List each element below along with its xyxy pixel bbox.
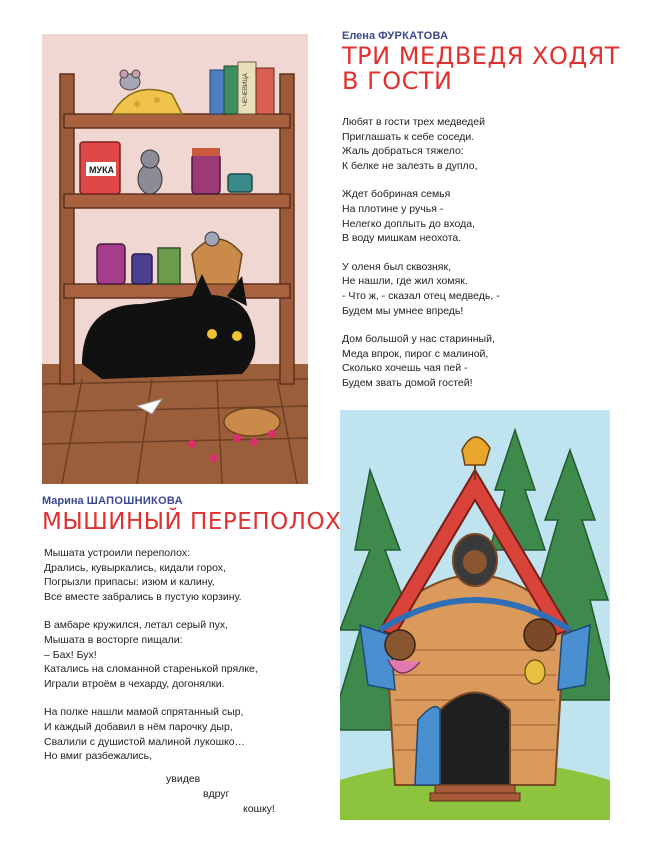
- poem-line: Свалили с душистой малиной лукошко…: [44, 735, 246, 748]
- title-right-line1: ТРИ МЕДВЕДЯ ХОДЯТ: [342, 42, 620, 70]
- stanza: [44, 546, 324, 604]
- author-left: [42, 495, 183, 507]
- title-right: [342, 44, 620, 94]
- stanza: [342, 332, 632, 390]
- poem-left-body: [44, 546, 324, 764]
- poem-line: И каждый добавил в нём парочку дыр,: [44, 720, 233, 733]
- stanza: [44, 705, 324, 763]
- poem-line: – Бах! Бух!: [44, 648, 97, 661]
- poem-line: В амбаре кружился, летал серый пух,: [44, 619, 229, 632]
- flour-bag-label: МУКА: [89, 165, 115, 175]
- poem-line: Жаль добраться тяжело:: [342, 145, 464, 158]
- poem-line: К белке не залезть в дупло,: [342, 159, 478, 172]
- poem-line: Мышата устроили переполох:: [44, 547, 191, 559]
- poem-line: Меда впрок, пирог с малиной,: [342, 347, 489, 360]
- poem-line: Нелегко доплыть до входа,: [342, 217, 475, 230]
- poem-right-body: [342, 115, 632, 405]
- poem-line: Все вместе забрались в пустую корзину.: [44, 590, 242, 603]
- poem-line: Катались на сломанной старенькой прялке,: [44, 663, 258, 676]
- poem-line: - Что ж, - сказал отец медведь, -: [342, 289, 500, 302]
- poem-line: Дрались, кувыркались, кидали горох,: [44, 561, 226, 574]
- poem-line: Погрызли припасы: изюм и калину,: [44, 576, 215, 589]
- poem-line: Будем звать домой гостей!: [342, 376, 473, 389]
- poem-line: Любят в гости трех медведей: [342, 116, 486, 128]
- poem-line: Ждет бобриная семья: [342, 188, 451, 201]
- poem-line: Сколько хочешь чая пей -: [342, 362, 468, 375]
- author-left-last: ШАПОШНИКОВА: [86, 495, 183, 507]
- title-right-line2: В ГОСТИ: [342, 67, 453, 96]
- poem-line: На плотине у ручья -: [342, 202, 444, 215]
- poem-line: Дом большой у нас старинный,: [342, 333, 495, 346]
- stanza: [342, 187, 632, 245]
- bear-house-drawing: [340, 410, 610, 820]
- bear-house-illustration: [340, 410, 610, 820]
- stanza: [342, 260, 632, 318]
- poem-line: У оленя был сквозняк,: [342, 260, 452, 273]
- author-right: [342, 30, 448, 42]
- poem-line: Будем мы умнее впредь!: [342, 304, 464, 317]
- title-left: МЫШИНЫЙ ПЕРЕПОЛОХ: [42, 509, 342, 535]
- poem-line: Приглашать к себе соседи.: [342, 130, 475, 143]
- poem-ending-3: кошку!: [243, 803, 275, 815]
- stanza: [342, 115, 632, 173]
- poem-line: Мышата в восторге пищали:: [44, 633, 183, 646]
- pantry-drawing: [42, 34, 308, 484]
- poem-line: На полке нашли мамой спрятанный сыр,: [44, 706, 244, 719]
- poem-line: Не нашли, где жил хомяк.: [342, 275, 468, 288]
- poem-ending-2: вдруг: [203, 788, 230, 800]
- book-label: ЧЕЧЕВИЦА: [243, 73, 249, 106]
- author-right-last: ФУРКАТОВА: [378, 30, 449, 42]
- author-right-first: Елена: [342, 30, 376, 42]
- author-left-first: Марина: [42, 495, 84, 507]
- pantry-illustration: [42, 34, 308, 484]
- stanza: [44, 618, 324, 691]
- poem-line: Но вмиг разбежались,: [44, 750, 152, 763]
- poem-ending-1: увидев: [166, 773, 201, 785]
- poem-line: В воду мишкам неохота.: [342, 232, 462, 245]
- poem-line: Играли втроём в чехарду, догонялки.: [44, 677, 225, 690]
